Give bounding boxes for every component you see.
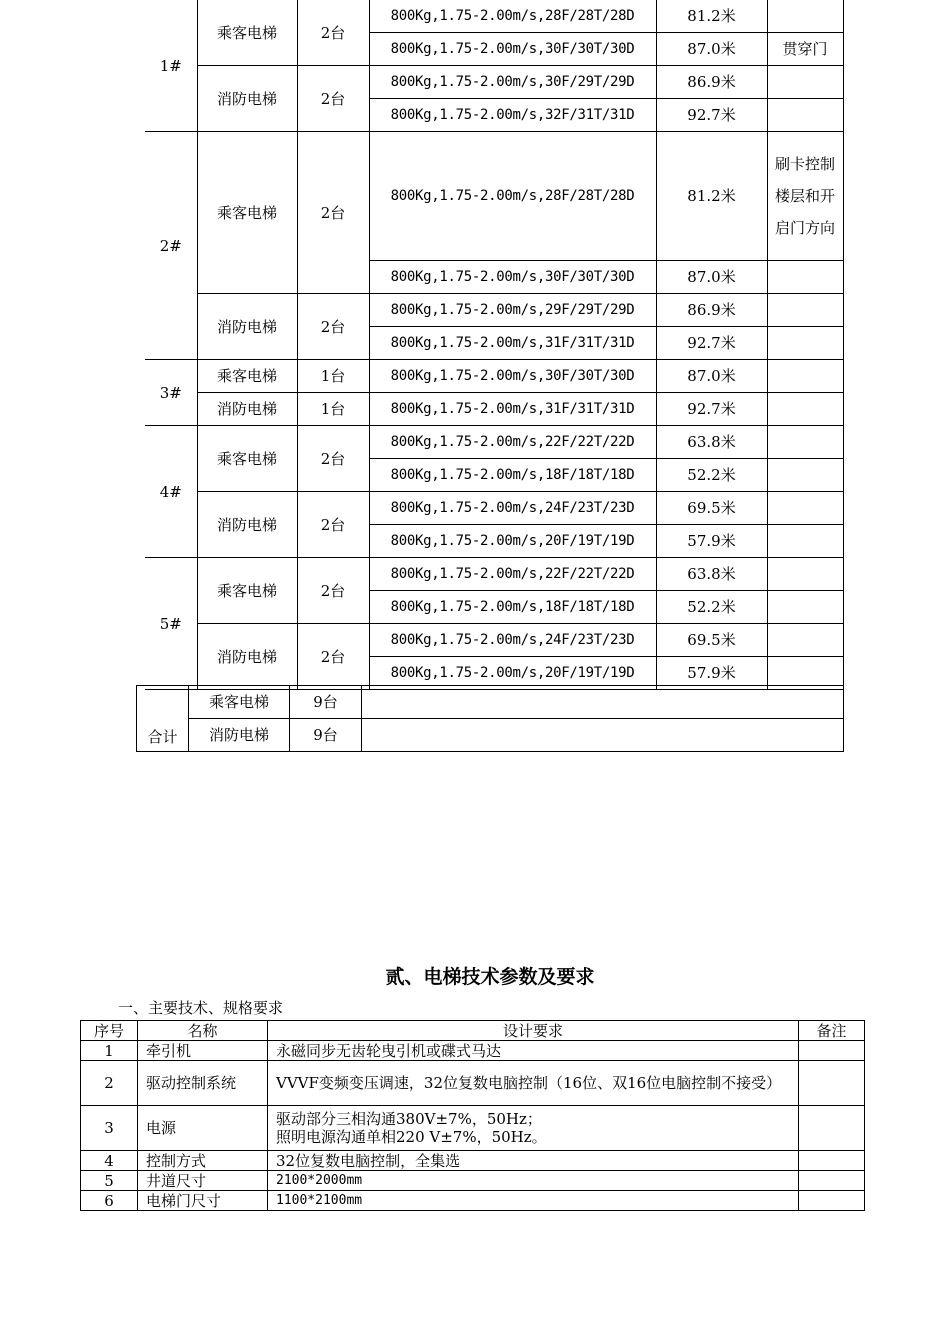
table-header-row xyxy=(81,1021,865,1041)
elevator-height: 52.2米 xyxy=(656,591,767,624)
elevator-note xyxy=(767,327,843,360)
elevator-height: 63.8米 xyxy=(656,558,767,591)
elevator-note xyxy=(767,624,843,657)
elevator-height: 92.7米 xyxy=(656,393,767,426)
elevator-qty: 2台 xyxy=(297,492,369,558)
building-id: 3# xyxy=(145,360,197,426)
elevator-spec: 800Kg,1.75-2.00m/s,22F/22T/22D xyxy=(369,558,656,591)
elevator-spec: 800Kg,1.75-2.00m/s,30F/30T/30D xyxy=(369,261,656,294)
table-row xyxy=(81,1171,865,1191)
elevator-note xyxy=(767,0,843,33)
row-name: 驱动控制系统 xyxy=(138,1061,268,1106)
elevator-spec: 800Kg,1.75-2.00m/s,24F/23T/23D xyxy=(369,624,656,657)
elevator-type: 乘客电梯 xyxy=(197,360,297,393)
elevator-spec: 800Kg,1.75-2.00m/s,18F/18T/18D xyxy=(369,591,656,624)
elevator-note xyxy=(767,591,843,624)
building-id: 5# xyxy=(145,558,197,690)
elevator-type: 消防电梯 xyxy=(197,492,297,558)
elevator-height: 52.2米 xyxy=(656,459,767,492)
row-requirement: 1100*2100mm xyxy=(268,1191,799,1211)
elevator-height: 57.9米 xyxy=(656,525,767,558)
elevator-spec: 800Kg,1.75-2.00m/s,28F/28T/28D xyxy=(369,0,656,33)
building-id: 2# xyxy=(145,132,197,360)
row-note xyxy=(799,1061,865,1106)
row-name: 电梯门尺寸 xyxy=(138,1191,268,1211)
table-row xyxy=(81,1061,865,1106)
elevator-spec: 800Kg,1.75-2.00m/s,30F/30T/30D xyxy=(369,33,656,66)
elevator-qty: 2台 xyxy=(297,66,369,132)
table-row xyxy=(81,1191,865,1211)
elevator-spec: 800Kg,1.75-2.00m/s,22F/22T/22D xyxy=(369,426,656,459)
requirement-line: 照明电源沟通单相220 V±7%，50Hz。 xyxy=(276,1128,547,1146)
header-cell: 名称 xyxy=(138,1021,268,1041)
total-blank xyxy=(362,719,844,752)
elevator-spec: 800Kg,1.75-2.00m/s,18F/18T/18D xyxy=(369,459,656,492)
elevator-note xyxy=(767,393,843,426)
total-type: 乘客电梯 xyxy=(189,686,290,719)
elevator-type: 乘客电梯 xyxy=(197,0,297,66)
elevator-height: 87.0米 xyxy=(656,261,767,294)
row-no: 5 xyxy=(81,1171,138,1191)
building-id: 1# xyxy=(145,0,197,132)
elevator-height: 87.0米 xyxy=(656,33,767,66)
elevator-qty: 2台 xyxy=(297,426,369,492)
total-blank xyxy=(362,686,844,719)
row-name: 牵引机 xyxy=(138,1041,268,1061)
row-requirement: VVVF变频变压调速，32位复数电脑控制（16位、双16位电脑控制不接受） xyxy=(268,1061,799,1106)
table-row xyxy=(81,1041,865,1061)
elevator-type: 乘客电梯 xyxy=(197,426,297,492)
elevator-note xyxy=(767,525,843,558)
row-no: 6 xyxy=(81,1191,138,1211)
elevator-qty: 1台 xyxy=(297,393,369,426)
header-cell: 序号 xyxy=(81,1021,138,1041)
total-qty: 9台 xyxy=(290,686,362,719)
elevator-type: 消防电梯 xyxy=(197,66,297,132)
elevator-height: 92.7米 xyxy=(656,327,767,360)
elevator-height: 87.0米 xyxy=(656,360,767,393)
total-type: 消防电梯 xyxy=(189,719,290,752)
total-label: 合计 xyxy=(137,686,189,752)
elevator-spec: 800Kg,1.75-2.00m/s,29F/29T/29D xyxy=(369,294,656,327)
row-requirement: 32位复数电脑控制，全集选 xyxy=(268,1151,799,1171)
row-requirement: 2100*2000mm xyxy=(268,1171,799,1191)
elevator-type: 乘客电梯 xyxy=(197,132,297,294)
table-row xyxy=(81,1151,865,1171)
sub-title: 一、主要技术、规格要求 xyxy=(118,999,284,1017)
elevator-qty: 2台 xyxy=(297,294,369,360)
elevator-spec: 800Kg,1.75-2.00m/s,30F/30T/30D xyxy=(369,360,656,393)
elevator-spec: 800Kg,1.75-2.00m/s,32F/31T/31D xyxy=(369,99,656,132)
elevator-qty: 2台 xyxy=(297,132,369,294)
elevator-height: 69.5米 xyxy=(656,624,767,657)
row-note xyxy=(799,1151,865,1171)
elevator-note xyxy=(767,558,843,591)
elevator-type: 消防电梯 xyxy=(197,294,297,360)
elevator-spec: 800Kg,1.75-2.00m/s,24F/23T/23D xyxy=(369,492,656,525)
elevator-type: 消防电梯 xyxy=(197,393,297,426)
elevator-note: 刷卡控制楼层和开启门方向 xyxy=(767,132,843,261)
row-name: 控制方式 xyxy=(138,1151,268,1171)
elevator-height: 69.5米 xyxy=(656,492,767,525)
elevator-spec: 800Kg,1.75-2.00m/s,20F/19T/19D xyxy=(369,657,656,690)
elevator-note xyxy=(767,66,843,99)
elevator-height: 92.7米 xyxy=(656,99,767,132)
elevator-note xyxy=(767,426,843,459)
row-requirement: 永磁同步无齿轮曳引机或碟式马达 xyxy=(268,1041,799,1061)
row-no: 1 xyxy=(81,1041,138,1061)
elevator-height: 57.9米 xyxy=(656,657,767,690)
elevator-qty: 2台 xyxy=(297,558,369,624)
row-no: 3 xyxy=(81,1106,138,1151)
elevator-height: 81.2米 xyxy=(656,132,767,261)
total-qty: 9台 xyxy=(290,719,362,752)
elevator-type: 消防电梯 xyxy=(197,624,297,690)
elevator-note xyxy=(767,360,843,393)
row-name: 电源 xyxy=(138,1106,268,1151)
elevator-spec: 800Kg,1.75-2.00m/s,20F/19T/19D xyxy=(369,525,656,558)
elevator-note: 贯穿门 xyxy=(767,33,843,66)
elevator-note xyxy=(767,459,843,492)
row-note xyxy=(799,1106,865,1151)
elevator-note xyxy=(767,99,843,132)
elevator-total-table xyxy=(136,685,844,752)
elevator-height: 63.8米 xyxy=(656,426,767,459)
elevator-height: 86.9米 xyxy=(656,66,767,99)
requirement-line: 驱动部分三相沟通380V±7%，50Hz； xyxy=(276,1110,542,1128)
elevator-note xyxy=(767,492,843,525)
row-requirement xyxy=(268,1106,799,1151)
tech-spec-table xyxy=(80,1020,865,1211)
elevator-qty: 2台 xyxy=(297,624,369,690)
row-no: 4 xyxy=(81,1151,138,1171)
elevator-type: 乘客电梯 xyxy=(197,558,297,624)
row-no: 2 xyxy=(81,1061,138,1106)
section-title: 贰、电梯技术参数及要求 xyxy=(385,966,595,988)
elevator-qty: 2台 xyxy=(297,0,369,66)
row-note xyxy=(799,1171,865,1191)
elevator-note xyxy=(767,294,843,327)
elevator-qty: 1台 xyxy=(297,360,369,393)
elevator-height: 81.2米 xyxy=(656,0,767,33)
building-id: 4# xyxy=(145,426,197,558)
elevator-spec: 800Kg,1.75-2.00m/s,30F/29T/29D xyxy=(369,66,656,99)
elevator-spec: 800Kg,1.75-2.00m/s,31F/31T/31D xyxy=(369,393,656,426)
elevator-note xyxy=(767,261,843,294)
header-cell: 备注 xyxy=(799,1021,865,1041)
row-name: 井道尺寸 xyxy=(138,1171,268,1191)
elevator-spec: 800Kg,1.75-2.00m/s,31F/31T/31D xyxy=(369,327,656,360)
elevator-list-table xyxy=(145,0,844,690)
elevator-spec: 800Kg,1.75-2.00m/s,28F/28T/28D xyxy=(369,132,656,261)
row-note xyxy=(799,1041,865,1061)
table-row xyxy=(81,1106,865,1151)
header-cell: 设计要求 xyxy=(268,1021,799,1041)
elevator-height: 86.9米 xyxy=(656,294,767,327)
row-note xyxy=(799,1191,865,1211)
